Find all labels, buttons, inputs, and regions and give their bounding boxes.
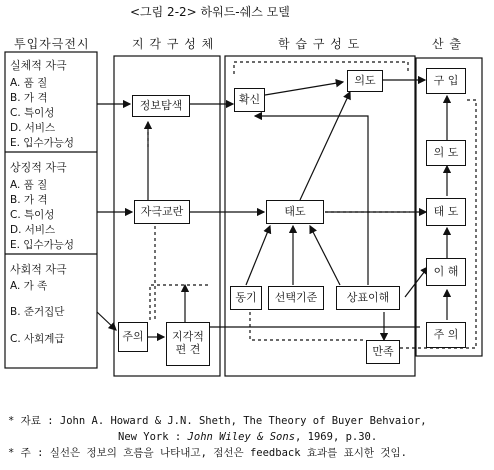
choice-criteria-box: 선택기준 xyxy=(268,286,324,310)
stimulus-ambiguity-box: 자극교란 xyxy=(134,200,190,224)
substantive-item: C. 특이성 xyxy=(10,107,55,119)
substantive-item: D. 서비스 xyxy=(10,122,56,134)
column-header-outputs: 산 출 xyxy=(432,37,462,51)
source-note-publisher: John Wiley & Sons xyxy=(187,431,296,443)
social-item: A. 가 족 xyxy=(10,280,48,292)
symbolic-item: E. 입수가능성 xyxy=(10,239,75,251)
perceptual-bias-box xyxy=(166,322,210,366)
output-comprehension-box: 이 해 xyxy=(426,258,466,286)
legend-note: * 주 : 실선은 정보의 흐름을 나타내고, 점선은 feedback 효과를 표시한 것임. xyxy=(8,447,407,459)
symbolic-item: C. 특이성 xyxy=(10,209,55,221)
column-header-learning: 학 습 구 성 도 xyxy=(278,37,361,51)
source-note-publisher-prefix: New York : xyxy=(118,431,188,443)
social-item: B. 준거집단 xyxy=(10,306,65,318)
substantive-title: 실체적 자극 xyxy=(10,59,67,72)
output-attention-box: 주 의 xyxy=(426,322,466,348)
output-purchase-box: 구 입 xyxy=(426,68,466,94)
substantive-item: A. 품 질 xyxy=(10,77,48,89)
symbolic-title: 상징적 자극 xyxy=(10,161,67,174)
source-note-line2 xyxy=(118,432,377,443)
perceptual-bias-line2: 편 견 xyxy=(175,343,201,356)
source-note-line1: * 자료 : John A. Howard & J.N. Sheth, The Theory of Buyer Behvaior, xyxy=(8,415,427,427)
figure-title: <그림 2-2> 하워드-쉐스 모델 xyxy=(130,5,290,19)
substantive-item: E. 입수가능성 xyxy=(10,137,75,149)
output-attitude-box: 태 도 xyxy=(426,198,466,226)
intention-box: 의도 xyxy=(347,70,383,92)
satisfaction-box: 만족 xyxy=(366,340,400,364)
column-header-perception: 지 각 구 성 체 xyxy=(132,37,215,51)
output-intention-box: 의 도 xyxy=(426,140,466,166)
attention-box: 주의 xyxy=(118,322,148,352)
social-title: 사회적 자극 xyxy=(10,263,67,276)
symbolic-item: B. 가 격 xyxy=(10,194,48,206)
info-search-box: 정보탐색 xyxy=(132,95,190,117)
confidence-box: 확신 xyxy=(234,88,265,112)
motives-box: 동기 xyxy=(230,286,262,310)
source-note-year: , 1969, p.30. xyxy=(295,431,378,443)
column-header-inputs: 투입자극전시 xyxy=(14,37,90,51)
social-item: C. 사회계급 xyxy=(10,333,65,345)
attitude-box: 태도 xyxy=(266,200,324,224)
brand-comprehension-box: 상표이해 xyxy=(336,286,400,310)
perceptual-bias-line1: 지각적 xyxy=(172,330,204,344)
symbolic-item: D. 서비스 xyxy=(10,224,56,236)
substantive-item: B. 가 격 xyxy=(10,92,48,104)
symbolic-item: A. 품 질 xyxy=(10,179,48,191)
